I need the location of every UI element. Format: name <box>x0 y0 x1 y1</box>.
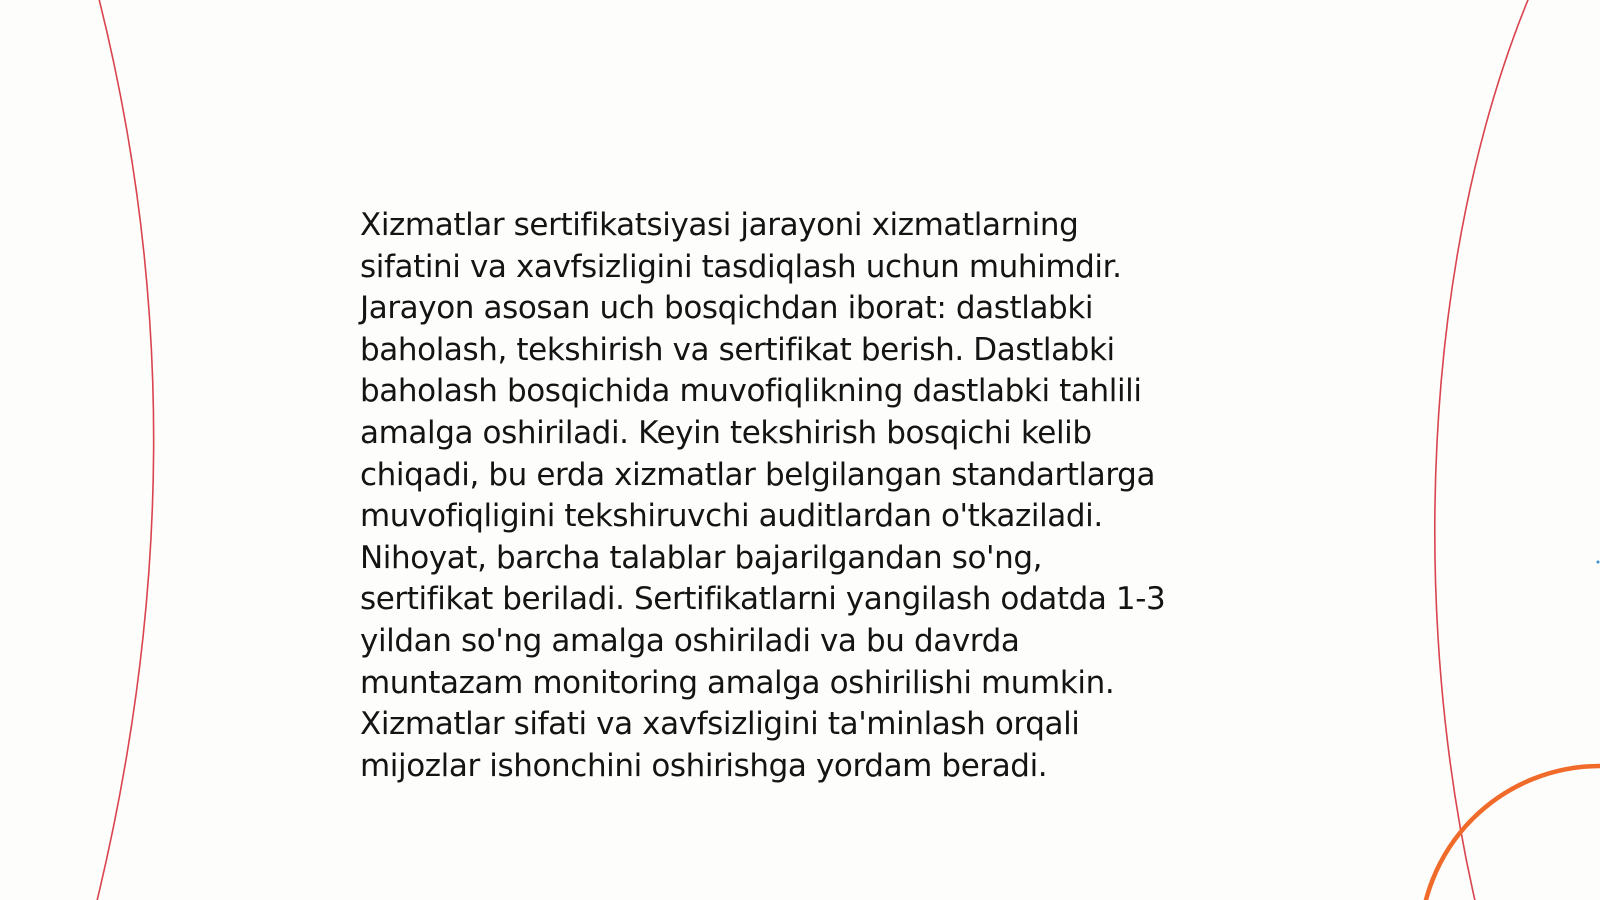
paragraph-line: Xizmatlar sifati va xavfsizligini ta'minlash orqali <box>360 706 1080 743</box>
left-arc-line <box>96 0 154 900</box>
paragraph-line: mijozlar ishonchini oshirishga yordam beradi. <box>360 747 1048 784</box>
paragraph-line: chiqadi, bu erda xizmatlar belgilangan standartlarga <box>360 456 1156 493</box>
paragraph-line: muntazam monitoring amalga oshirilishi mumkin. <box>360 664 1115 701</box>
orange-circle-outline <box>1420 766 1600 900</box>
paragraph-line: Xizmatlar sertifikatsiyasi jarayoni xizmatlarning <box>360 207 1079 243</box>
paragraph-line: Nihoyat, barcha talablar bajarilgandan so'ng, <box>360 539 1043 576</box>
paragraph-line: yildan so'ng amalga oshiriladi va bu davrda <box>360 622 1020 659</box>
paragraph-line: baholash bosqichida muvofiqlikning dastlabki tahlili <box>360 373 1142 410</box>
paragraph-line: Jarayon asosan uch bosqichdan iborat: dastlabki <box>360 290 1094 327</box>
right-arc-line <box>1435 0 1530 900</box>
small-blue-dot <box>1597 561 1600 564</box>
paragraph-line: baholash, tekshirish va sertifikat berish. Dastlabki <box>360 331 1115 368</box>
body-paragraph <box>360 205 1230 787</box>
paragraph-line: muvofiqligini tekshiruvchi auditlardan o'tkaziladi. <box>360 498 1103 535</box>
paragraph-line: sertifikat beriladi. Sertifikatlarni yangilash odatda 1-3 <box>360 581 1166 618</box>
paragraph-line: sifatini va xavfsizligini tasdiqlash uchun muhimdir. <box>360 248 1122 285</box>
paragraph-line: amalga oshiriladi. Keyin tekshirish bosqichi kelib <box>360 414 1092 451</box>
